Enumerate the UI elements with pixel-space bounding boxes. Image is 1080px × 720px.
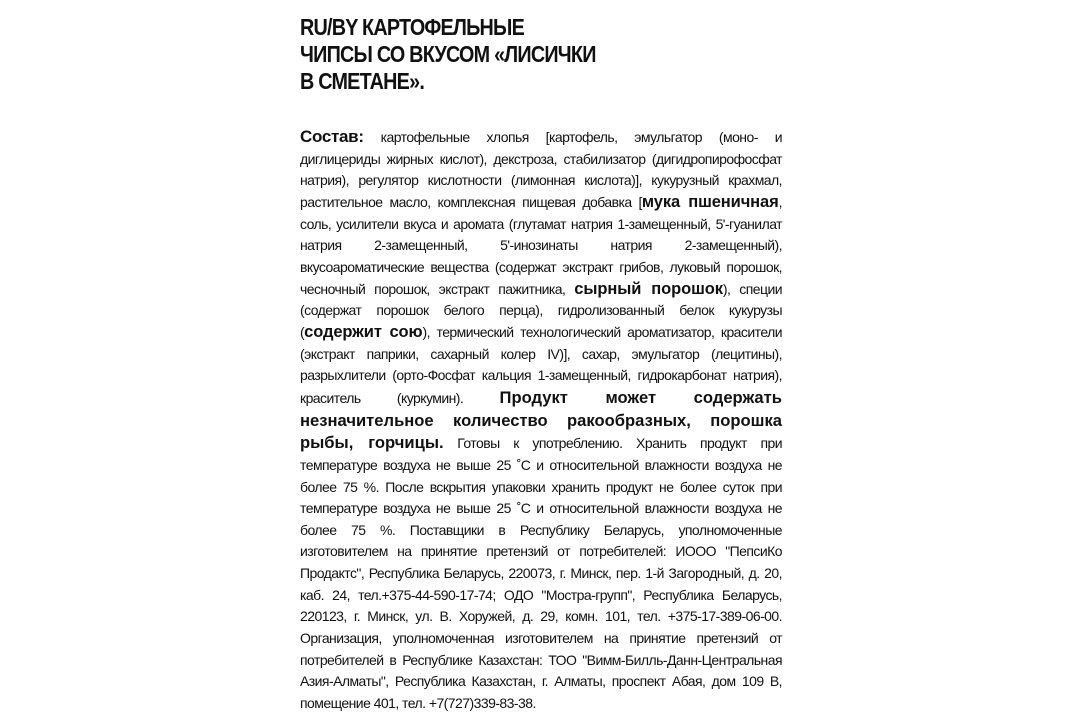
allergen-cheese-powder: сырный порошок	[574, 279, 723, 298]
composition-part-2: , соль, усилители вкуса и аромата (глутамат натрия 1-замещенный, 5'-гуанилат натрия 2-замещенный, 5'-инозинаты натрия 2-замещенный), вкусоароматические вещества (содержат экстракт грибов, луковый порошок, чесночный порошок, экстракт пажитника,	[300, 193, 782, 297]
composition-part-1: картофельные хлопья [картофель, эмульгатор (моно- и диглицериды жирных кислот), декстроза, стабилизатор (дигидропирофосфат натрия), регулятор кислотности (лимонная кислота)], кукурузный крахмал, растительное масло, комплексная пищевая добавка [	[300, 129, 782, 210]
product-label	[300, 14, 782, 95]
product-title	[300, 14, 782, 95]
storage-and-supplier-info: Готовы к употреблению. Хранить продукт при температуре воздуха не выше 25 ˚С и относительной влажности воздуха не более 75 %. После вскрытия упаковки хранить продукт не более суток при температуре воздуха не выше 25 ˚С и относительной влажности воздуха не более 75 %. Поставщики в Республику Беларусь, уполномоченные изготовителем на принятие претензий от потребителей: ИООО "ПепсиКо Продактс", Республика Беларусь, 220073, г. Минск, пер. 1-й Загородный, д. 20, каб. 24, тел.+375-44-590-17-74; ОДО "Мостра-групп", Республика Беларусь, 220123, г. Минск, ул. В. Хоружей, д. 29, комн. 101, тел. +375-17-389-06-00. Организация, уполномоченная изготовителем на принятие претензий от потребителей в Республике Казахстан: ТОО "Вимм-Билль-Данн-Центральная Азия-Алматы", Республика Казахстан, г. Алматы, проспект Абая, дом 109 В, помещение 401, тел. +7(727)339-83-38.	[300, 435, 782, 712]
title-line-1: RU/BY КАРТОФЕЛЬНЫЕ	[300, 14, 525, 40]
composition-text	[300, 126, 782, 716]
allergen-warning: Продукт может содержать незначительное количество ракообразных, порошка рыбы, горчицы.	[300, 387, 782, 453]
composition-heading: Состав:	[300, 127, 364, 146]
composition-part-3: ), специи (содержат порошок белого перца), гидролизованный белок кукурузы (	[300, 280, 782, 340]
allergen-soy: содержит сою	[304, 322, 423, 341]
allergen-wheat-flour: мука пшеничная	[641, 192, 779, 211]
title-line-2: ЧИПСЫ СО ВКУСОМ «ЛИСИЧКИ	[300, 41, 596, 67]
title-line-3: В СМЕТАНЕ».	[300, 68, 425, 94]
composition-part-4: ), термический технологический ароматизатор, красители (экстракт паприки, сахарный колер IV)], сахар, эмульгатор (лецитины), разрыхлители (орто-Фосфат кальция 1-замещенный, гидрокарбонат натрия), краситель (куркумин).	[300, 323, 783, 406]
